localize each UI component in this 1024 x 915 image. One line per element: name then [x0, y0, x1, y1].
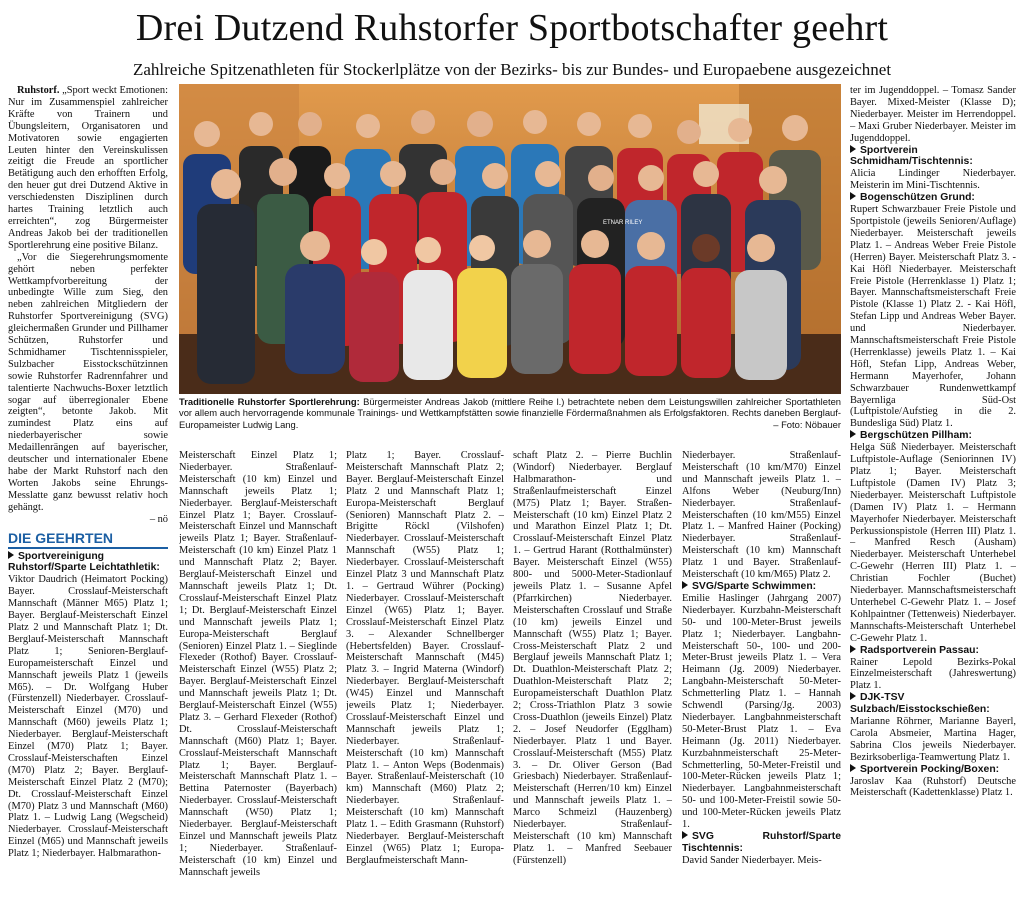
- team-photo: [179, 84, 841, 394]
- section-body-bergschuetzen: Helga Süß Niederbayer. Meisterschaft Luftpistole-Auflage (Seniorinnen IV) Platz 1; Bayer. Meisterschaft Luftpistole (Damen IV) Platz 3; Niederbayer. Meisterschaft Luftpistole (Damen IV) Platz 1. – Hermann Mayerhofer Niederbayer. Meisterschaft Perkussionspistole (Herren III) Platz 1. – Manfred Resch (Ausham) Niederbayer. Meisterschaft Unterhebel C-Gewehr (Herren III) Platz 1. – Christian Fochler (Buchet) Niederbayer. Mannschaftsmeisterschaft Unterhebel C-Gewehr Platz 1. – Josef Kohlpaintner (Tettenweis) Niederbayer. Mannschafts-Meisterschaft Unterhebel C-Gewehr Platz 1.: [850, 442, 1016, 644]
- section-heading-bogenschuetzen: Bogenschützen Grund:: [850, 192, 1016, 204]
- photo-caption: [179, 396, 841, 430]
- column-2: [179, 450, 337, 911]
- section-body-sulzbach: Marianne Röhrner, Marianne Bayerl, Carola Absmeier, Martina Hager, Sabrina Clos jeweils Niederbayer. Bezirksoberliga-Teamwertung Platz 1.: [850, 716, 1016, 763]
- triangle-bullet-icon: [850, 192, 856, 200]
- column-5-text: Niederbayer. Straßenlauf-Meisterschaft (10 km/M70) Einzel und Mannschaft jeweils Platz 1. – Alfons Weber (Neuburg/Inn) Niederbayer. Straßenlauf-Meisterschaften (10 km/M55) Einzel Platz 1. – Manfred Hainer (Pocking) Niederbayer. Straßenlauf-Meisterschaft (10 km) Mannschaft Platz 1 und Bayer. Straßenlauf-Meisterschaft (10 km/M65) Platz 2.: [682, 450, 841, 581]
- photo-credit: – Foto: Nöbauer: [773, 418, 841, 430]
- section-body-leichtathletik: Viktor Daudrich (Heimatort Pocking) Bayer. Crosslauf-Meisterschaft Mannschaft (Männer M65) Platz 1; Bayer. Berglauf-Meisterschaft Einzel Platz 2 und Mannschaft Platz 1; Dt. Berglauf-Meisterschaft Mannschaft Platz 1; Senioren-Berglauf-Europameisterschaft Einzel und Mannschaft jeweils Platz 1 (jeweils M65). – Dr. Wolfgang Huber (Fürstenzell) Niederbayer. Crosslauf-Meisterschaft Einzel (M70) und Mannschaft (M60) jeweils Platz 1; Niederbayer. Berglauf-Meisterschaft Einzel (M70) Platz 1; Bayer. Crosslauf-Meisterschaften Einzel (M70) Platz 2; Bayer. Berglauf-Meisterschaft Einzel Platz 2 (M70); Dt. Crosslauf-Meisterschaft Einzel (M70) Platz 3 und Mannschaft (M60) Platz 1. – Ludwig Lang (Wegscheid) Niederbayer. Crosslauf-Meisterschaft Einzel (M65) und Mannschaft jeweils Platz 1; Niederbayer. Halbmarathon-: [8, 574, 168, 860]
- triangle-bullet-icon: [850, 430, 856, 438]
- subheadline: Zahlreiche Spitzenathleten für Stockerlplätze von der Bezirks- bis zur Bundes- und Europaebene ausgezeichnet: [132, 60, 892, 79]
- triangle-bullet-icon: [682, 581, 688, 589]
- section-heading-bergschuetzen: Bergschützen Pillham:: [850, 430, 1016, 442]
- headline: Drei Dutzend Ruhstorfer Sportbotschafter geehrt: [135, 7, 889, 49]
- author-signature: – nö: [149, 513, 168, 525]
- column-3-text: Platz 1; Bayer. Crosslauf-Meisterschaft Mannschaft Platz 2; Bayer. Berglauf-Meisterschaft Einzel Platz 2 und Mannschaft Platz 1; Europa-Meisterschaft Berglauf (Senioren) Mannschaft Platz 2. – Brigitte Röckl (Vilshofen) Niederbayer. Crosslauf-Meisterschaft Mannschaft (W55) Platz 1; Niederbayer. Crosslauf-Meisterschaft Einzel Platz 3 und Mannschaft Platz 1. – Gertraud Wührer (Pocking) Niederbayer. Crosslauf-Meisterschaft Einzel (W65) Platz 1; Bayer. Crosslauf-Meisterschaft Einzel Platz 3. – Alexander Schnellberger (Hebertsfelden) Bayer. Crosslauf-Meisterschaft Mannschaft (M45) Platz 3. – Ingrid Materna (Windorf) Niederbayer. Berglauf-Meisterschaft (W45) Einzel und Mannschaft jeweils Platz 1; Niederbayer. Crosslauf-Meisterschaft Einzel und Mannschaft jeweils Platz 1; Niederbayer. Straßenlauf-Meisterschaft (10 km) Mannschaft Platz 1. – Anton Weps (Bodenmais) Bayer. Straßenlauf-Meisterschaft (10 km) Mannschaft (M60) Platz 2; Niederbayer. Straßenlauf-Meisterschaft (10 km) Mannschaft Platz 1. – Edith Grasmann (Ruhstorf) Niederbayer. Berglauf-Meisterschaft Einzel (W65) Platz 1; Europa-Berglaufmeisterschaft Mann-: [346, 450, 504, 866]
- triangle-bullet-icon: [850, 692, 856, 700]
- section-body-schwimmen: Emilie Haslinger (Jahrgang 2007) Niederbayer. Kurzbahn-Meisterschaft 50- und 100-Meter-Brust jeweils Platz 1; Niederbayer. Langbahn-Meisterschaft 50-, 100- und 200-Meter-Brust jeweils Platz 1. – Vera Heimann (Jg. 2009) Niederbayer. Langbahn-Meisterschaft 50-Meter-Schmetterling Platz 1. – Hannah Schwendl (Parsing/Jg. 2003) Niederbayer. Langbahnmeisterschaft 50-Meter-Brust Platz 1. – Eva Heimann (Jg. 2011) Niederbayer. Kurzbahnmeisterschaft 25-Meter-Schmetterling, 50-Meter-Freistil und 100-Meter-Rücken jeweils Platz 1; Niederbayer. Langbahnmeisterschaft 50- und 100-Meter-Freistil sowie 50- und 100-Meter-Rücken jeweils Platz 1.: [682, 592, 841, 831]
- jacket-banner-text: ETNAR RILEY: [603, 220, 643, 226]
- section-body-schmidham: Alicia Lindinger Niederbayer. Meisterin im Mini-Tischtennis.: [850, 168, 1016, 192]
- column-6: [850, 85, 1016, 911]
- column-2-text: Meisterschaft Einzel Platz 1; Niederbayer. Straßenlauf-Meisterschaft (10 km) Einzel und Mannschaft jeweils Platz 1; Niederbayer. Berglauf-Meisterschaft Einzel Platz 1; Bayer. Crosslauf-Meisterschaft Einzel und Mannschaft jeweils Platz 1; Bayer. Straßenlauf-Meisterschaft (10 km) Einzel Platz 1 und Mannschaft Platz 2; Bayer. Berglauf-Meisterschaft Einzel und Mannschaft jeweils Platz 1; Dt. Crosslauf-Meisterschaft Einzel Platz 1; Dt. Berglauf-Meisterschaft Einzel und Mannschaft jeweils Platz 1; Europa-Meisterschaft Berglauf (Senioren) Einzel Platz 1. – Sieglinde Flexeder (Rothof) Bayer. Crosslauf-Meisterschaft Einzel (W55) Platz 2; Bayer. Berglauf-Meisterschaft Einzel und Mannschaft jeweils Platz 1; Dt. Berglauf-Meisterschaft Einzel (W55) Platz 3. – Gerhard Flexeder (Rothof) Dt. Crosslauf-Meisterschaft Mannschaft (M60) Platz 1; Bayer. Crosslauf-Meisterschaft Mannschaft Platz 1; Bayer. Berglauf-Meisterschaft Mannschaft Platz 1. – Bettina Paternoster (Bayerbach) Niederbayer. Crosslauf-Meisterschaft Mannschaft (W50) Platz 1; Niederbayer. Berglauf-Meisterschaft Einzel und Mannschaft jeweils Platz 1; Niederbayer. Straßenlauf-Meisterschaft (10 km) Einzel und Mannschaft jeweils: [179, 450, 337, 878]
- geehrten-heading: DIE GEEHRTEN: [8, 530, 168, 549]
- column-1: [8, 85, 168, 911]
- column-3: [346, 450, 504, 911]
- section-heading-schwimmen: SVG/Sparte Schwimmen:: [682, 581, 841, 593]
- column-4-text: schaft Platz 2. – Pierre Buchlin (Windorf) Niederbayer. Berglauf Halbmarathon- und Straßenlaufmeisterschaft Einzel (M75) Platz 1; Bayer. Straßen-Meisterschaft (10 km) Einzel Platz 2 und Marathon Einzel Platz 1; Dt. Crosslauf-Meisterschaft Einzel Platz 1. – Gertrud Harant (Rotthalmünster) Bayer. Meisterschaft Einzel (W55) 800- und 5000-Meter-Stadionlauf jeweils Platz 1. – Susanne Apfel (Pfarrkirchen) Niederbayer. Meisterschaften Crosslauf und Straße (10 km) jeweils Einzel und Mannschaft (W55) Platz 1; Bayer. Cross-Meisterschaft Platz 2 und Berglauf jeweils Mannschaft Platz 1; Dt. Duathlon-Meisterschaft Platz 2; Duathlon-Meisterschaft Platz 2; Europameisterschaft Duathlon Platz 2; Cross-Triathlon Platz 3 sowie Cross-Duathlon (jeweils Einzel) Platz 2. – Josef Neudorfer (Egglham) Niederbayer. Platz 1 und Bayer. Crosslauf-Meisterschaft (M55) Platz 3. – Dr. Oliver Gerson (Bad Griesbach) Niederbayer. Straßenlauf-Meisterschaft (Herren/10 km) Einzel und Mannschaft jeweils Platz 1. – Marco Schmeizl (Hauzenberg) Niederbayer. Straßenlauf-Meisterschaft (10 km) Mannschaft Platz 1. – Manfred Seebauer (Fürstenzell): [513, 450, 672, 866]
- column-6-text: ter im Jugenddoppel. – Tomasz Sander Bayer. Mixed-Meister (Klasse D); Niederbayer. Meister im Herrendoppel. – Maxi Gruber Niederbayer. Meister im Jugenddoppel.: [850, 85, 1016, 144]
- intro-paragraph-2: „Vor die Siegerehrungsmomente gehört neben perfekter Wettkampfvorbereitung der unbedingte Wille zum Sieg, den neben zahlreichen Mitgliedern der Ruhstorfer Sportvereinigung (SVG) gleichermaßen Grunder und Pillhamer Schützen, Ruhstorfer und Schmidhamer Tischtennisspieler, Sulzbacher Eisstockschützinnen sowie Ruhstorfer Radrennfahrer und talentierte Nachwuchs-Boxer letztlich sogar auf überregionaler Ebene zeigten“, betonte Jakob. Mit zumindest Platz eins auf niederbayerischer sowie Medaillenrängen auf bayerischer, deutscher und internationaler Ebene habe der Markt Ruhstorf nach den Worten Jakobs seine Ehrungs-Messlatte ganz bewusst relativ hoch gehängt.: [8, 251, 168, 513]
- triangle-bullet-icon: [850, 764, 856, 772]
- triangle-bullet-icon: [850, 645, 856, 653]
- section-heading-sulzbach: DJK-TSV Sulzbach/Eisstockschießen:: [850, 692, 990, 716]
- triangle-bullet-icon: [8, 551, 14, 559]
- column-5: [682, 450, 841, 911]
- section-heading-radsport: Radsportverein Passau:: [850, 645, 1016, 657]
- section-heading-leichtathletik: Sportvereinigung Ruhstorf/Sparte Leichtathletik:: [8, 550, 160, 574]
- triangle-bullet-icon: [850, 145, 856, 153]
- section-heading-tischtennis: SVG Ruhstorf/Sparte Tischtennis:: [682, 831, 841, 854]
- section-body-boxen: Jaroslav Kaa (Ruhstorf) Deutsche Meisterschaft (Kadettenklasse) Platz 1.: [850, 775, 1016, 799]
- photo-illustration: [179, 84, 841, 394]
- section-heading-schmidham: Sportverein Schmidham/Tischtennis:: [850, 144, 973, 168]
- column-4: [513, 450, 672, 911]
- section-body-bogenschuetzen: Rupert Schwarzbauer Freie Pistole und Sportpistole (jeweils Senioren/Auflage) Niederbayer. Meisterschaft jeweils Platz 1. – Andreas Weber Freie Pistole (Herren) Bayer. Meisterschaft Platz 3. - Kai Höfl Niederbayer. Meisterschaft Freie Pistole (Herrenklasse 1) Platz 1; Bayer. Mannschaftsmeisterschaft Freie Pistole (Klasse 1) Platz 2. - Kai Höfl, Stefan Lipp und Andreas Weber Bayer. und Niederbayer. Mannschaftsmeisterschaft Freie Pistole (Herrenklasse) jeweils Platz 1. – Kai Höfl, Stefan Lipp, Andreas Weber, Hermann Mayerhofer, Johann Schwarzbauer Rundenwettkampf Bayernliga Süd-Ost (Luftpistole/Aufstieg in die 2. Bundesliga Süd) Platz 1.: [850, 204, 1016, 430]
- triangle-bullet-icon: [682, 831, 688, 839]
- dateline: Ruhstorf.: [17, 85, 60, 96]
- section-body-radsport: Rainer Lepold Bezirks-Pokal Einzelmeisterschaft (Jahreswertung) Platz 1.: [850, 656, 1016, 692]
- intro-paragraph-1: „Sport weckt Emotionen: Nur im Zusammenspiel zahlreicher Kräfte von Trainern und Übungsleitern, Organisatoren und Motivatoren sowie engagierten Leuten hinter den Vereinskulissen zeitigt die Freude an sportlicher Betätigung auch den erhofften Erfolg, den heuer gut drei Dutzend Aktive in verschiedensten Disziplinen durch hartes Training letztlich auch erreichten“, zog Bürgermeister Andreas Jakob bei der traditionellen Sportlerehrung eine positive Bilanz.: [8, 85, 168, 251]
- section-body-tischtennis: David Sander Niederbayer. Meis-: [682, 854, 822, 866]
- caption-title: Traditionelle Ruhstorfer Sportlerehrung:: [179, 396, 360, 407]
- section-heading-boxen: Sportverein Pocking/Boxen:: [850, 764, 1016, 776]
- caption-text: Bürgermeister Andreas Jakob (mittlere Reihe l.) betrachtete neben dem Leistungswillen zahlreicher Sportathleten vor allem auch hervorragende kommunale Trainings- und Wettkampfstätten sowie finanzielle Fördermaßnahmen als Erfolgsfaktoren. Rechts daneben Berglauf-Europameister Ludwig Lang.: [179, 396, 841, 430]
